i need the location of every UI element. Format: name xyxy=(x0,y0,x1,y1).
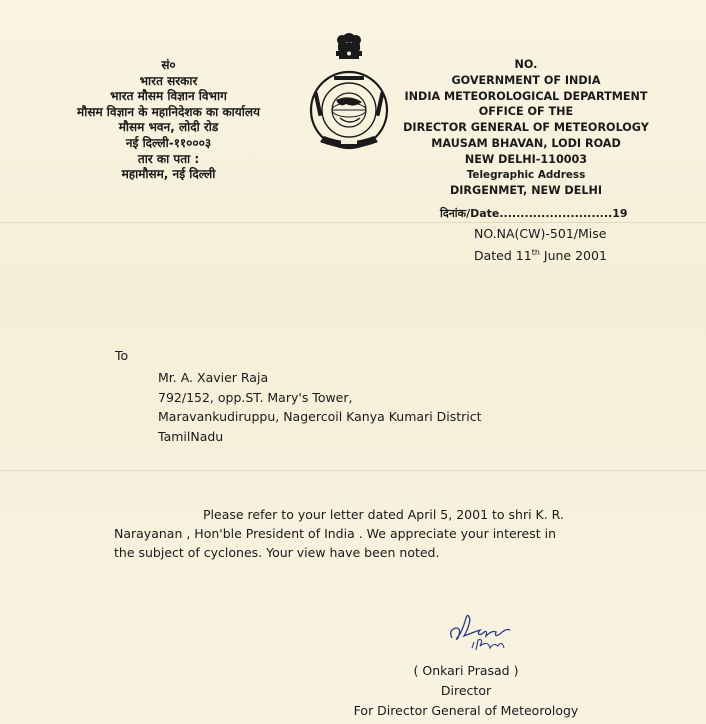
org-line: INDIA METEOROLOGICAL DEPARTMENT xyxy=(404,89,648,103)
reference-number: NO.NA(CW)-501/Mise xyxy=(474,226,607,241)
reference-date xyxy=(474,243,607,265)
body-line: Narayanan , Hon'ble President of India . We appreciate your interest in xyxy=(114,526,557,542)
org-line: GOVERNMENT OF INDIA xyxy=(451,73,601,87)
hindi-line: मौसम भवन, लोदी रोड xyxy=(118,120,219,135)
address-line: TamilNadu xyxy=(158,428,224,444)
signatory-office: For Director General of Meteorology xyxy=(353,703,579,718)
recipient-name: Mr. A. Xavier Raja xyxy=(158,370,269,385)
imd-emblem-logo xyxy=(306,30,392,162)
hindi-line: मौसम विज्ञान के महानिदेशक का कार्यालय xyxy=(77,104,260,119)
signature-block xyxy=(336,661,596,721)
hindi-line: भारत सरकार xyxy=(139,73,198,88)
english-letterhead xyxy=(398,57,654,199)
address-line: 792/152, opp.ST. Mary's Tower, xyxy=(158,389,353,405)
reference-block xyxy=(474,224,607,265)
hindi-line: तार का पता : xyxy=(137,151,200,166)
letter-no-label: NO. xyxy=(514,58,538,71)
to-label: To xyxy=(115,348,129,363)
fold-line xyxy=(0,222,706,223)
org-line: DIRGENMET, NEW DELHI xyxy=(449,184,603,198)
hindi-line: भारत मौसम विज्ञान विभाग xyxy=(110,89,227,104)
org-line: DIRECTOR GENERAL OF METEOROLOGY xyxy=(403,121,649,135)
handwritten-signature xyxy=(444,608,524,664)
hindi-letterhead xyxy=(56,58,281,183)
org-line: NEW DELHI-110003 xyxy=(464,152,588,166)
org-line: Telegraphic Address xyxy=(466,168,586,181)
body-line: the subject of cyclones. Your view have been noted. xyxy=(114,545,440,561)
fold-line xyxy=(0,470,706,471)
hindi-line: महामौसम, नई दिल्ली xyxy=(121,167,216,182)
body-line: Please refer to your letter dated April 5, 2001 to shri K. R. xyxy=(203,507,564,522)
date-ordinal: th xyxy=(531,248,540,257)
date-prefix: Dated 11 xyxy=(474,248,532,264)
address-line: Maravankudiruppu, Nagercoil Kanya Kumari District xyxy=(158,409,482,424)
hindi-line: सं० xyxy=(161,58,176,72)
signatory-title: Director xyxy=(440,683,492,698)
recipient-address xyxy=(158,368,482,446)
letter-body xyxy=(114,505,634,563)
hindi-line: नई दिल्ली-११०००३ xyxy=(125,135,212,150)
org-line: OFFICE OF THE xyxy=(478,105,574,119)
org-line: MAUSAM BHAVAN, LODI ROAD xyxy=(431,136,621,150)
date-suffix: June 2001 xyxy=(539,248,607,264)
date-field: दिनांक/Date...........................19 xyxy=(440,207,628,220)
signatory-name: ( Onkari Prasad ) xyxy=(413,663,519,678)
